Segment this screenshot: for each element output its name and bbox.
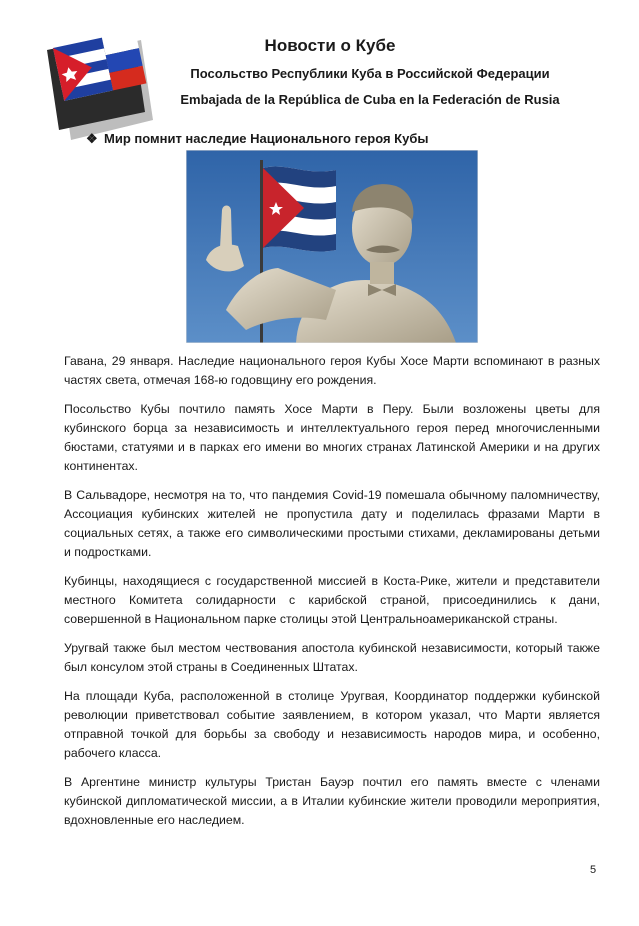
article-paragraph: В Сальвадоре, несмотря на то, что пандемия Covid-19 помешала обычному паломничеству, Ассоциация кубинских жителей не пропустила дату и поделилась фразами Марти в социальных сетях, а также его символическими простыми стихами, декламированы детьми и подростками. xyxy=(64,488,600,559)
jose-marti-statue-photo xyxy=(186,150,478,343)
embassy-name-ru: Посольство Республики Куба в Российской Федерации xyxy=(190,66,550,81)
page-number: 5 xyxy=(590,864,597,876)
article-body xyxy=(64,352,600,840)
article-paragraph: Уругвай также был местом чествования апостола кубинской независимости, который также был консулом этой страны в Соединенных Штатах. xyxy=(64,641,600,674)
article-paragraph: В Аргентине министр культуры Тристан Бауэр почтил его память вместе с членами кубинской дипломатической миссии, а в Италии кубинские жители проводили мероприятия, вдохновленные его наследием. xyxy=(64,775,600,827)
cuba-russia-flags-icon xyxy=(41,28,155,148)
article-paragraph: Посольство Кубы почтило память Хосе Марти в Перу. Были возложены цветы для кубинского борца за независимость и интеллектуального героя перед многочисленными бюстами, статуями и в парках его имени во многих странах Латинской Америки и на других континентах. xyxy=(64,402,600,473)
section-heading xyxy=(86,131,428,147)
article-paragraph: Гавана, 29 января. Наследие национального героя Кубы Хосе Марти вспоминают в разных частях света, отмечая 168-ю годовщину его рождения. xyxy=(64,354,600,387)
embassy-name-es: Embajada de la República de Cuba en la Federación de Rusia xyxy=(180,92,560,107)
article-paragraph: На площади Куба, расположенной в столице Уругвая, Координатор поддержки кубинской революции приветствовал событие заявлением, в котором указал, что Марти является отправной точкой для борьбы за свободу и независимость народов мира, и особенно, рабочего класса. xyxy=(64,689,600,760)
article-paragraph: Кубинцы, находящиеся с государственной миссией в Коста-Рике, жители и представители местного Комитета солидарности с карибской страной, присоединились к дани, совершенной в Национальном парке столицы этой Центральноамериканской страны. xyxy=(64,574,600,626)
section-heading-text: Мир помнит наследие Национального героя Кубы xyxy=(104,131,429,146)
diamond-bullet-icon: ❖ xyxy=(86,131,98,146)
page-title: Новости о Кубе xyxy=(264,36,396,55)
